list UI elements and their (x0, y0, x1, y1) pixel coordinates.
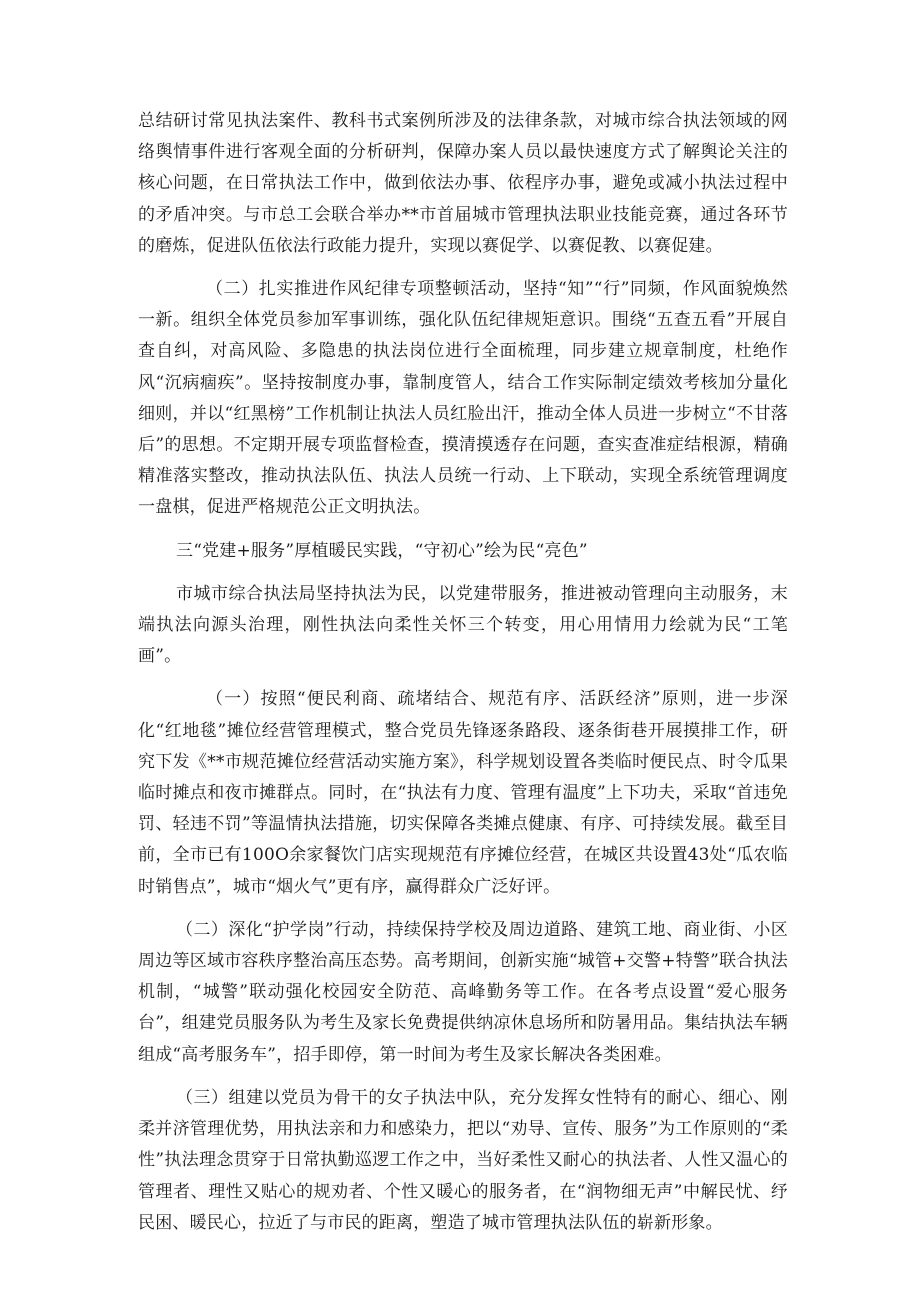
document-page (138, 106, 788, 1251)
paragraph-legal-study: 总结研讨常见执法案件、教科书式案例所涉及的法律条款，对城市综合执法领域的网络舆情事件进行客观全面的分析研判，保障办案人员以最快速度方式了解舆论关注的核心问题，在日常执法工作中，做到依法办事、依程序办事，避免或减小执法过程中的矛盾冲突。与市总工会联合举办**市首届城市管理执法职业技能竞赛，通过各环节的磨炼，促进队伍依法行政能力提升，实现以赛促学、以赛促教、以赛促建。 (138, 111, 788, 256)
paragraph-section-intro: 市城市综合执法局坚持执法为民，以党建带服务，推进被动管理向主动服务，末端执法向源头治理，刚性执法向柔性关怀三个转变，用心用情用力绘就为民“工笔画”。 (138, 583, 788, 667)
paragraph-school-guard: （二）深化“护学岗”行动，持续保持学校及周边道路、建筑工地、商业街、小区周边等区域市容秩序整治高压态势。高考期间，创新实施“城管+交警+特警”联合执法机制，“城警”联动强化校园安全防范、高峰勤务等工作。在各考点设置“爱心服务台”，组建党员服务队为考生及家长免费提供纳凉休息场所和防暑用品。集结执法车辆组成“高考服务车”，招手即停，第一时间为考生及家长解决各类困难。 (138, 919, 788, 1065)
paragraph-discipline-rectification: （二）扎实推进作风纪律专项整顿活动，坚持“知”“行”同频，作风面貌焕然一新。组织全体党员参加军事训练，强化队伍纪律规矩意识。围绕“五查五看”开展自查自纠，对高风险、多隐患的执法岗位进行全面梳理，同步建立规章制度，杜绝作风“沉病痼疾”。坚持按制度办事，靠制度管人，结合工作实际制定绩效考核加分量化细则，并以“红黑榜”工作机制让执法人员红脸出汗，推动全体人员进一步树立“不甘落后”的思想。不定期开展专项监督检查，摸清摸透存在问题，查实查准症结根源，精确精准落实整改，推动执法队伍、执法人员统一行动、上下联动，实现全系统管理调度一盘棋，促进严格规范公正文明执法。 (138, 279, 788, 518)
paragraph-female-squad: （三）组建以党员为骨干的女子执法中队，充分发挥女性特有的耐心、细心、刚柔并济管理优势，用执法亲和力和感染力，把以“劝导、宣传、服务”为工作原则的“柔性”执法理念贯穿于日常执勤巡逻工作之中，当好柔性又耐心的执法者、人性又温心的管理者、理性又贴心的规劝者、个性又暖心的服务者，在“润物细无声”中解民忧、纾民困、暖民心，拉近了与市民的距离，塑造了城市管理执法队伍的崭新形象。 (138, 1087, 788, 1233)
paragraph-stall-management: （一）按照“便民利商、疏堵结合、规范有序、活跃经济”原则，进一步深化“红地毯”摊位经营管理模式，整合党员先锋逐条路段、逐条街巷开展摸排工作，研究下发《**市规范摊位经营活动实施方案》，科学规划设置各类临时便民点、时令瓜果临时摊点和夜市摊群点。同时，在“执法有力度、管理有温度”上下功夫，采取“首违免罚、轻违不罚”等温情执法措施，切实保障各类摊点健康、有序、可持续发展。截至目前，全市已有100O余家餐饮门店实现规范有序摊位经营，在城区共设置43处“瓜农临时销售点”，城市“烟火气”更有序，赢得群众广泛好评。 (138, 689, 788, 897)
section-heading-party-service: 三“党建+服务”厚植暖民实践，“守初心”绘为民“亮色” (176, 540, 588, 561)
